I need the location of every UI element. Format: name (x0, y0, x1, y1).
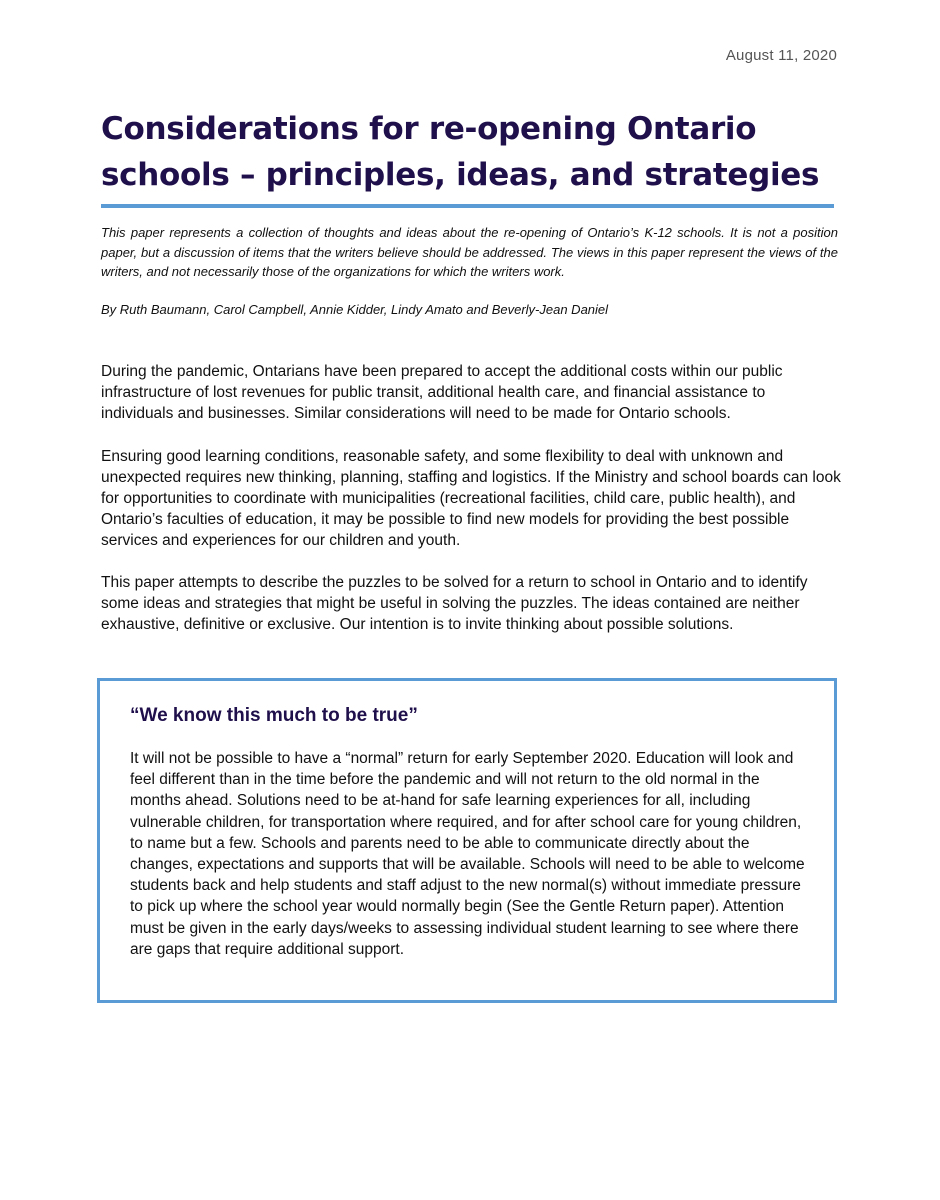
authors-line: By Ruth Baumann, Carol Campbell, Annie Kidder, Lindy Amato and Beverly-Jean Daniel (101, 302, 609, 317)
document-title: Considerations for re-opening Ontario schools – principles, ideas, and strategies (101, 111, 820, 193)
callout-box (97, 678, 837, 1003)
callout-text: It will not be possible to have a “normal” return for early September 2020. Education will look and feel different than in the time before the pandemic and will not return to the old normal in the months ahead. Solutions need to be at-hand for safe learning experiences for all, including vulnerable children, for transportation where required, and for after school care for young children, to name but a few. Schools and parents need to be able to communicate directly about the changes, expectations and supports that will be available. Schools will need to be able to welcome students back and help students and staff adjust to the new normal(s) without immediate pressure to pick up where the school year would normally begin (See the Gentle Return paper). Attention must be given in the early days/weeks to assessing individual student learning to see where there are gaps that require additional support. (130, 750, 805, 958)
title-underline-rule (101, 204, 834, 208)
body-paragraph-2: Ensuring good learning conditions, reasonable safety, and some flexibility to deal with unknown and unexpected requires new thinking, planning, staffing and logistics. If the Ministry and school boards can look for opportunities to coordinate with municipalities (recreational facilities, child care, public health), and Ontario’s faculties of education, it may be possible to find new models for providing the best possible services and experiences for our children and youth. (101, 448, 841, 549)
body-paragraph-3: This paper attempts to describe the puzzles to be solved for a return to school in Ontario and to identify some ideas and strategies that might be useful in solving the puzzles. The ideas contained are neither exhaustive, definitive or exclusive. Our intention is to invite thinking about possible solutions. (101, 574, 808, 633)
document-date: August 11, 2020 (725, 47, 837, 64)
callout-heading: “We know this much to be true” (130, 705, 418, 726)
intro-paragraph: This paper represents a collection of thoughts and ideas about the re-opening of Ontario’s K-12 schools. It is not a position paper, but a discussion of items that the writers believe should be addressed. The views in this paper represent the views of the writers, and not necessarily those of the organizations for which the writers work. (101, 225, 838, 279)
body-paragraph-1: During the pandemic, Ontarians have been prepared to accept the additional costs within our public infrastructure of lost revenues for public transit, additional health care, and financial assistance to individuals and businesses. Similar considerations will need to be made for Ontario schools. (101, 363, 783, 422)
